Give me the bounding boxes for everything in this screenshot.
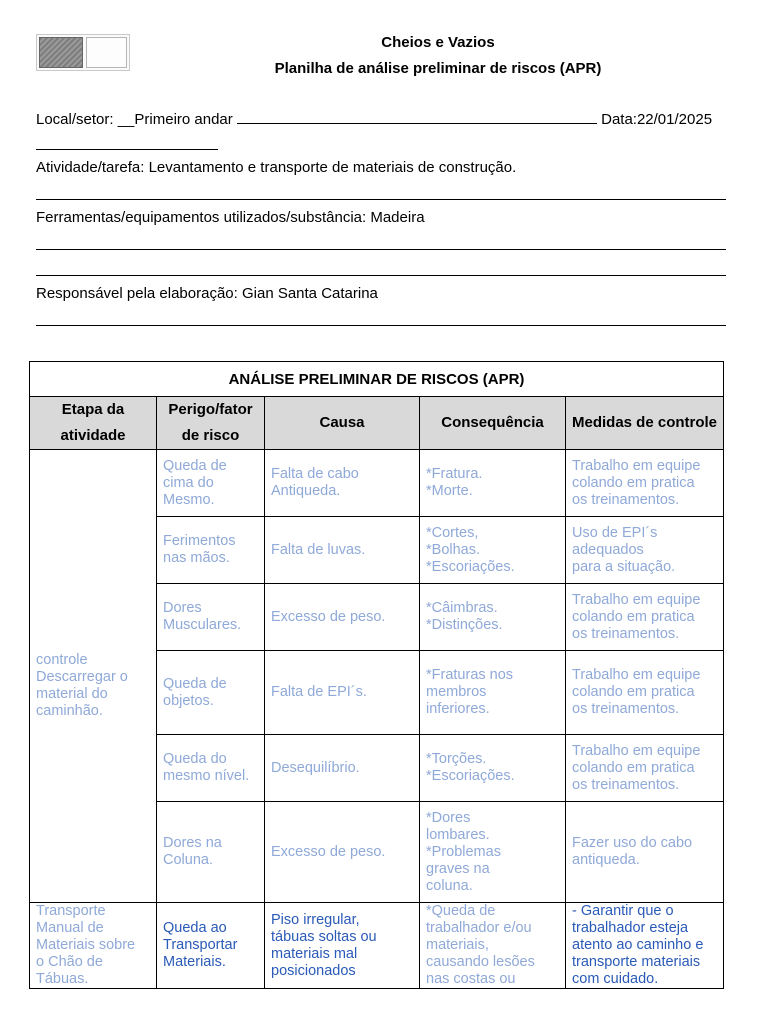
measures-cell: Fazer uso do cabo antiqueda. [566, 802, 724, 903]
table-row [30, 903, 724, 989]
hazard-cell: Queda ao Transportar Materiais. [157, 903, 265, 989]
tools-line: Ferramentas/equipamentos utilizados/substância: Madeira [36, 209, 425, 226]
hazard-cell: Dores Musculares. [157, 584, 265, 651]
table-header-row [30, 397, 724, 450]
document-subtitle: Planilha de análise preliminar de riscos (APR) [274, 60, 602, 77]
header-cause: Causa [265, 397, 420, 450]
measures-cell: Trabalho em equipe colando em pratica os treinamentos. [566, 735, 724, 802]
consequence-cell: *Câimbras. *Distinções. [420, 584, 566, 651]
responsible-rule [36, 325, 726, 326]
tools-rule-1 [36, 249, 726, 250]
hazard-cell: Queda de cima do Mesmo. [157, 450, 265, 517]
cause-cell: Excesso de peso. [265, 802, 420, 903]
measures-cell: Trabalho em equipe colando em pratica os treinamentos. [566, 651, 724, 735]
consequence-cell: *Fratura. *Morte. [420, 450, 566, 517]
stage-cell-unloading: controle Descarregar o material do caminhão. [30, 450, 157, 903]
company-logo [36, 34, 130, 71]
document-title: Cheios e Vazios [381, 34, 495, 51]
header-consequence: Consequência [420, 397, 566, 450]
header-hazard: Perigo/fator de risco [157, 397, 265, 450]
table-caption: ANÁLISE PRELIMINAR DE RISCOS (APR) [30, 362, 724, 397]
hazard-cell: Queda do mesmo nível. [157, 735, 265, 802]
cause-cell: Falta de EPI´s. [265, 651, 420, 735]
responsible-line: Responsável pela elaboração: Gian Santa Catarina [36, 285, 378, 302]
measures-cell: Uso de EPI´s adequados para a situação. [566, 517, 724, 584]
measures-cell: Trabalho em equipe colando em pratica os treinamentos. [566, 584, 724, 651]
consequence-cell: *Fraturas nos membros inferiores. [420, 651, 566, 735]
logo-light-block [86, 37, 127, 68]
local-label: Local/setor: __Primeiro andar [36, 111, 237, 128]
header-measures: Medidas de controle [566, 397, 724, 450]
consequence-cell: *Dores lombares. *Problemas graves na coluna. [420, 802, 566, 903]
header-stage: Etapa da atividade [30, 397, 157, 450]
date-label: Data:22/01/2025 [596, 111, 713, 128]
consequence-cell: *Cortes, *Bolhas. *Escoriações. [420, 517, 566, 584]
tools-rule-2 [36, 275, 726, 276]
hazard-cell: Ferimentos nas mãos. [157, 517, 265, 584]
activity-rule [36, 199, 726, 200]
local-date-line [36, 109, 726, 128]
hazard-cell: Queda de objetos. [157, 651, 265, 735]
measures-cell: - Garantir que o trabalhador esteja atento ao caminho e transporte materiais com cuidado. [566, 903, 724, 989]
cause-cell: Falta de cabo Antiqueda. [265, 450, 420, 517]
measures-cell: Trabalho em equipe colando em pratica os treinamentos. [566, 450, 724, 517]
cause-cell: Falta de luvas. [265, 517, 420, 584]
local-underline [237, 109, 597, 124]
consequence-cell: *Queda de trabalhador e/ou materiais, causando lesões nas costas ou [420, 903, 566, 989]
local-continuation-rule [36, 149, 218, 150]
logo-dark-block [39, 37, 83, 68]
activity-line: Atividade/tarefa: Levantamento e transporte de materiais de construção. [36, 159, 517, 176]
consequence-cell: *Torções. *Escoriações. [420, 735, 566, 802]
apr-table [29, 361, 724, 989]
hazard-cell: Dores na Coluna. [157, 802, 265, 903]
stage-cell-transport: Transporte Manual de Materiais sobre o Chão de Tábuas. [30, 903, 157, 989]
cause-cell: Piso irregular, tábuas soltas ou materiais mal posicionados [265, 903, 420, 989]
cause-cell: Excesso de peso. [265, 584, 420, 651]
table-row [30, 450, 724, 517]
cause-cell: Desequilíbrio. [265, 735, 420, 802]
